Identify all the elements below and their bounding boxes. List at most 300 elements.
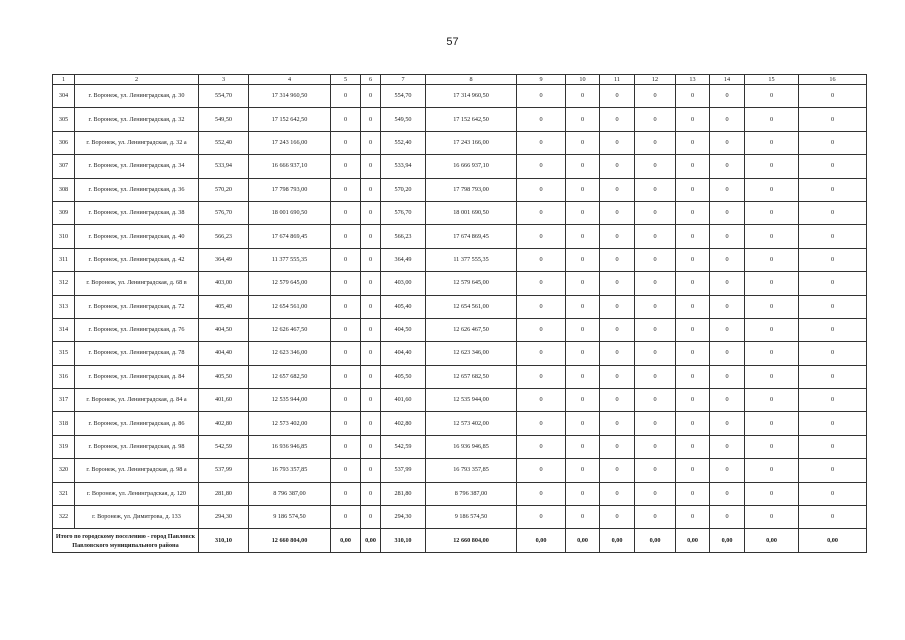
value-cell: 0 [635, 272, 676, 295]
value-cell: 0 [635, 365, 676, 388]
value-cell: 0 [517, 342, 566, 365]
value-cell: 0 [710, 342, 745, 365]
value-cell: 533,94 [381, 155, 426, 178]
row-number-cell: 316 [53, 365, 75, 388]
table-row [53, 318, 867, 341]
value-cell: 0 [361, 155, 381, 178]
value-cell: 0 [331, 108, 361, 131]
table-row [53, 482, 867, 505]
value-cell: 0 [517, 435, 566, 458]
column-header: 14 [710, 75, 745, 85]
value-cell: 570,20 [199, 178, 249, 201]
value-cell: 0 [676, 272, 710, 295]
value-cell: 542,59 [199, 435, 249, 458]
value-cell: 0 [799, 342, 867, 365]
value-cell: 0 [600, 178, 635, 201]
value-cell: 0 [799, 389, 867, 412]
value-cell: 542,59 [381, 435, 426, 458]
value-cell: 0 [799, 435, 867, 458]
value-cell: 0 [517, 85, 566, 108]
value-cell: 0 [799, 155, 867, 178]
total-cell: 12 660 804,00 [249, 529, 331, 552]
value-cell: 405,50 [199, 365, 249, 388]
value-cell: 0 [676, 459, 710, 482]
value-cell: 576,70 [199, 201, 249, 224]
row-number-cell: 305 [53, 108, 75, 131]
column-header: 5 [331, 75, 361, 85]
value-cell: 549,50 [199, 108, 249, 131]
table-row [53, 178, 867, 201]
value-cell: 0 [600, 108, 635, 131]
value-cell: 0 [745, 482, 799, 505]
value-cell: 0 [676, 225, 710, 248]
address-cell: г. Воронеж, ул. Ленинградская, д. 120 [75, 482, 199, 505]
value-cell: 0 [710, 85, 745, 108]
total-cell: 310,10 [381, 529, 426, 552]
value-cell: 0 [676, 85, 710, 108]
value-cell: 552,40 [381, 131, 426, 154]
value-cell: 294,30 [381, 506, 426, 529]
value-cell: 0 [331, 295, 361, 318]
value-cell: 570,20 [381, 178, 426, 201]
row-number-cell: 308 [53, 178, 75, 201]
value-cell: 0 [710, 482, 745, 505]
housing-registry-table [52, 74, 867, 553]
value-cell: 403,00 [199, 272, 249, 295]
value-cell: 0 [566, 248, 600, 271]
value-cell: 0 [517, 365, 566, 388]
table-row [53, 435, 867, 458]
row-number-cell: 322 [53, 506, 75, 529]
value-cell: 0 [566, 85, 600, 108]
value-cell: 0 [710, 435, 745, 458]
value-cell: 0 [710, 155, 745, 178]
value-cell: 0 [517, 201, 566, 224]
value-cell: 566,23 [199, 225, 249, 248]
value-cell: 0 [517, 389, 566, 412]
row-number-cell: 317 [53, 389, 75, 412]
total-cell: 0,00 [799, 529, 867, 552]
value-cell: 16 936 946,85 [426, 435, 517, 458]
value-cell: 8 796 387,00 [426, 482, 517, 505]
value-cell: 0 [566, 365, 600, 388]
value-cell: 0 [635, 435, 676, 458]
value-cell: 17 243 166,00 [426, 131, 517, 154]
value-cell: 0 [566, 506, 600, 529]
total-label: Итого по городскому поселению - город Павловск Павловского муниципального района [53, 529, 199, 552]
address-cell: г. Воронеж, ул. Ленинградская, д. 72 [75, 295, 199, 318]
value-cell: 11 377 555,35 [426, 248, 517, 271]
value-cell: 0 [676, 295, 710, 318]
value-cell: 0 [517, 412, 566, 435]
value-cell: 17 243 166,00 [249, 131, 331, 154]
value-cell: 404,50 [199, 318, 249, 341]
table-row [53, 108, 867, 131]
value-cell: 0 [710, 131, 745, 154]
row-number-cell: 319 [53, 435, 75, 458]
value-cell: 0 [600, 225, 635, 248]
address-cell: г. Воронеж, ул. Ленинградская, д. 42 [75, 248, 199, 271]
value-cell: 0 [517, 155, 566, 178]
value-cell: 0 [745, 459, 799, 482]
total-cell: 0,00 [676, 529, 710, 552]
value-cell: 17 152 642,50 [249, 108, 331, 131]
value-cell: 0 [361, 459, 381, 482]
value-cell: 0 [566, 389, 600, 412]
value-cell: 0 [710, 295, 745, 318]
address-cell: г. Воронеж, ул. Ленинградская, д. 34 [75, 155, 199, 178]
value-cell: 12 535 944,00 [249, 389, 331, 412]
column-header: 10 [566, 75, 600, 85]
value-cell: 0 [745, 155, 799, 178]
table-row [53, 389, 867, 412]
value-cell: 0 [799, 318, 867, 341]
column-header: 4 [249, 75, 331, 85]
value-cell: 401,60 [381, 389, 426, 412]
value-cell: 0 [745, 318, 799, 341]
value-cell: 17 152 642,50 [426, 108, 517, 131]
address-cell: г. Воронеж, ул. Ленинградская, д. 86 [75, 412, 199, 435]
value-cell: 552,40 [199, 131, 249, 154]
value-cell: 0 [710, 506, 745, 529]
value-cell: 0 [517, 482, 566, 505]
value-cell: 0 [799, 482, 867, 505]
value-cell: 12 623 346,00 [426, 342, 517, 365]
value-cell: 0 [566, 108, 600, 131]
value-cell: 405,40 [199, 295, 249, 318]
value-cell: 0 [745, 506, 799, 529]
value-cell: 11 377 555,35 [249, 248, 331, 271]
value-cell: 0 [710, 108, 745, 131]
value-cell: 12 657 682,50 [249, 365, 331, 388]
value-cell: 402,80 [199, 412, 249, 435]
table-row [53, 295, 867, 318]
row-number-cell: 314 [53, 318, 75, 341]
total-cell: 0,00 [566, 529, 600, 552]
value-cell: 401,60 [199, 389, 249, 412]
value-cell: 0 [600, 459, 635, 482]
address-cell: г. Воронеж, ул. Ленинградская, д. 76 [75, 318, 199, 341]
column-header: 9 [517, 75, 566, 85]
value-cell: 0 [745, 85, 799, 108]
value-cell: 12 654 561,00 [249, 295, 331, 318]
value-cell: 0 [331, 389, 361, 412]
table-row [53, 131, 867, 154]
value-cell: 0 [745, 412, 799, 435]
value-cell: 0 [635, 131, 676, 154]
column-header: 16 [799, 75, 867, 85]
total-cell: 0,00 [331, 529, 361, 552]
value-cell: 0 [710, 201, 745, 224]
column-header: 2 [75, 75, 199, 85]
column-header: 15 [745, 75, 799, 85]
column-number-header-row [53, 75, 867, 85]
value-cell: 16 666 937,10 [249, 155, 331, 178]
value-cell: 0 [600, 131, 635, 154]
value-cell: 364,49 [199, 248, 249, 271]
value-cell: 0 [710, 365, 745, 388]
value-cell: 12 654 561,00 [426, 295, 517, 318]
value-cell: 405,50 [381, 365, 426, 388]
value-cell: 0 [799, 108, 867, 131]
value-cell: 12 657 682,50 [426, 365, 517, 388]
value-cell: 0 [799, 459, 867, 482]
row-number-cell: 307 [53, 155, 75, 178]
total-cell: 0,00 [710, 529, 745, 552]
column-header: 1 [53, 75, 75, 85]
address-cell: г. Воронеж, ул. Ленинградская, д. 78 [75, 342, 199, 365]
value-cell: 0 [676, 412, 710, 435]
table-row [53, 506, 867, 529]
value-cell: 0 [361, 108, 381, 131]
value-cell: 404,50 [381, 318, 426, 341]
table-row [53, 225, 867, 248]
value-cell: 0 [635, 412, 676, 435]
value-cell: 0 [745, 225, 799, 248]
column-header: 8 [426, 75, 517, 85]
value-cell: 0 [600, 482, 635, 505]
value-cell: 9 186 574,50 [249, 506, 331, 529]
value-cell: 0 [635, 225, 676, 248]
value-cell: 12 573 402,00 [249, 412, 331, 435]
value-cell: 0 [799, 412, 867, 435]
value-cell: 0 [676, 365, 710, 388]
value-cell: 0 [566, 201, 600, 224]
table-row [53, 201, 867, 224]
value-cell: 16 793 357,85 [426, 459, 517, 482]
total-cell: 0,00 [635, 529, 676, 552]
address-cell: г. Воронеж, ул. Ленинградская, д. 98 а [75, 459, 199, 482]
value-cell: 0 [517, 248, 566, 271]
value-cell: 0 [799, 365, 867, 388]
row-number-cell: 318 [53, 412, 75, 435]
value-cell: 0 [361, 85, 381, 108]
table-row [53, 342, 867, 365]
address-cell: г. Воронеж, ул. Ленинградская, д. 32 а [75, 131, 199, 154]
value-cell: 0 [635, 108, 676, 131]
value-cell: 0 [676, 506, 710, 529]
value-cell: 0 [566, 482, 600, 505]
row-number-cell: 309 [53, 201, 75, 224]
value-cell: 0 [517, 178, 566, 201]
row-number-cell: 306 [53, 131, 75, 154]
value-cell: 0 [600, 155, 635, 178]
value-cell: 0 [566, 272, 600, 295]
value-cell: 0 [600, 318, 635, 341]
value-cell: 0 [710, 412, 745, 435]
value-cell: 0 [635, 295, 676, 318]
value-cell: 0 [566, 155, 600, 178]
value-cell: 0 [331, 201, 361, 224]
value-cell: 0 [635, 201, 676, 224]
value-cell: 0 [635, 389, 676, 412]
value-cell: 0 [361, 131, 381, 154]
row-number-cell: 311 [53, 248, 75, 271]
value-cell: 12 573 402,00 [426, 412, 517, 435]
row-number-cell: 315 [53, 342, 75, 365]
address-cell: г. Воронеж, ул. Димитрова, д. 133 [75, 506, 199, 529]
value-cell: 0 [331, 85, 361, 108]
value-cell: 0 [676, 178, 710, 201]
value-cell: 0 [600, 435, 635, 458]
value-cell: 281,80 [199, 482, 249, 505]
column-header: 7 [381, 75, 426, 85]
value-cell: 576,70 [381, 201, 426, 224]
table-row [53, 412, 867, 435]
value-cell: 0 [331, 435, 361, 458]
column-header: 11 [600, 75, 635, 85]
table-row [53, 459, 867, 482]
value-cell: 404,40 [199, 342, 249, 365]
value-cell: 17 314 960,50 [426, 85, 517, 108]
value-cell: 0 [799, 248, 867, 271]
value-cell: 9 186 574,50 [426, 506, 517, 529]
value-cell: 0 [745, 295, 799, 318]
value-cell: 0 [710, 318, 745, 341]
value-cell: 0 [745, 435, 799, 458]
address-cell: г. Воронеж, ул. Ленинградская, д. 84 а [75, 389, 199, 412]
value-cell: 0 [600, 342, 635, 365]
value-cell: 0 [566, 342, 600, 365]
value-cell: 0 [331, 272, 361, 295]
value-cell: 537,99 [199, 459, 249, 482]
total-row [53, 529, 867, 552]
value-cell: 0 [676, 155, 710, 178]
value-cell: 533,94 [199, 155, 249, 178]
value-cell: 8 796 387,00 [249, 482, 331, 505]
value-cell: 0 [331, 342, 361, 365]
value-cell: 0 [517, 131, 566, 154]
value-cell: 537,99 [381, 459, 426, 482]
value-cell: 0 [361, 506, 381, 529]
value-cell: 0 [600, 412, 635, 435]
column-header: 6 [361, 75, 381, 85]
value-cell: 0 [331, 412, 361, 435]
value-cell: 402,80 [381, 412, 426, 435]
table-row [53, 365, 867, 388]
value-cell: 0 [361, 178, 381, 201]
value-cell: 16 666 937,10 [426, 155, 517, 178]
value-cell: 0 [635, 342, 676, 365]
total-cell: 0,00 [361, 529, 381, 552]
value-cell: 0 [517, 225, 566, 248]
row-number-cell: 304 [53, 85, 75, 108]
value-cell: 0 [745, 108, 799, 131]
value-cell: 0 [361, 365, 381, 388]
table-row [53, 248, 867, 271]
value-cell: 0 [331, 365, 361, 388]
value-cell: 0 [635, 155, 676, 178]
value-cell: 405,40 [381, 295, 426, 318]
value-cell: 0 [331, 155, 361, 178]
total-cell: 0,00 [517, 529, 566, 552]
value-cell: 0 [361, 295, 381, 318]
value-cell: 0 [361, 389, 381, 412]
value-cell: 0 [799, 506, 867, 529]
value-cell: 0 [361, 248, 381, 271]
value-cell: 18 001 690,50 [249, 201, 331, 224]
address-cell: г. Воронеж, ул. Ленинградская, д. 32 [75, 108, 199, 131]
value-cell: 403,00 [381, 272, 426, 295]
address-cell: г. Воронеж, ул. Ленинградская, д. 36 [75, 178, 199, 201]
value-cell: 0 [745, 272, 799, 295]
row-number-cell: 313 [53, 295, 75, 318]
value-cell: 12 626 467,50 [426, 318, 517, 341]
value-cell: 0 [361, 318, 381, 341]
value-cell: 0 [566, 295, 600, 318]
value-cell: 0 [331, 131, 361, 154]
value-cell: 0 [799, 225, 867, 248]
total-cell: 12 660 804,00 [426, 529, 517, 552]
column-header: 3 [199, 75, 249, 85]
table-body [53, 85, 867, 529]
value-cell: 0 [676, 482, 710, 505]
value-cell: 0 [361, 435, 381, 458]
value-cell: 0 [331, 248, 361, 271]
value-cell: 0 [566, 459, 600, 482]
value-cell: 0 [331, 482, 361, 505]
value-cell: 0 [635, 178, 676, 201]
value-cell: 554,70 [199, 85, 249, 108]
value-cell: 0 [635, 459, 676, 482]
address-cell: г. Воронеж, ул. Ленинградская, д. 98 [75, 435, 199, 458]
value-cell: 0 [635, 482, 676, 505]
value-cell: 0 [799, 295, 867, 318]
value-cell: 0 [600, 272, 635, 295]
value-cell: 0 [600, 85, 635, 108]
value-cell: 0 [517, 108, 566, 131]
value-cell: 0 [566, 318, 600, 341]
address-cell: г. Воронеж, ул. Ленинградская, д. 68 в [75, 272, 199, 295]
value-cell: 17 798 793,00 [249, 178, 331, 201]
table-row [53, 85, 867, 108]
value-cell: 0 [566, 225, 600, 248]
value-cell: 0 [361, 201, 381, 224]
value-cell: 0 [566, 412, 600, 435]
address-cell: г. Воронеж, ул. Ленинградская, д. 38 [75, 201, 199, 224]
column-header: 12 [635, 75, 676, 85]
value-cell: 17 798 793,00 [426, 178, 517, 201]
value-cell: 0 [676, 342, 710, 365]
value-cell: 0 [635, 318, 676, 341]
value-cell: 0 [361, 225, 381, 248]
value-cell: 0 [517, 272, 566, 295]
address-cell: г. Воронеж, ул. Ленинградская, д. 40 [75, 225, 199, 248]
value-cell: 0 [566, 131, 600, 154]
value-cell: 0 [331, 225, 361, 248]
address-cell: г. Воронеж, ул. Ленинградская, д. 30 [75, 85, 199, 108]
row-number-cell: 320 [53, 459, 75, 482]
value-cell: 294,30 [199, 506, 249, 529]
column-header: 13 [676, 75, 710, 85]
value-cell: 0 [600, 201, 635, 224]
value-cell: 0 [710, 389, 745, 412]
value-cell: 0 [745, 342, 799, 365]
value-cell: 0 [635, 248, 676, 271]
value-cell: 0 [745, 178, 799, 201]
value-cell: 0 [710, 272, 745, 295]
value-cell: 0 [361, 342, 381, 365]
value-cell: 0 [600, 365, 635, 388]
value-cell: 0 [799, 131, 867, 154]
value-cell: 0 [676, 318, 710, 341]
row-number-cell: 312 [53, 272, 75, 295]
value-cell: 0 [710, 225, 745, 248]
value-cell: 0 [745, 365, 799, 388]
value-cell: 0 [361, 272, 381, 295]
value-cell: 281,80 [381, 482, 426, 505]
value-cell: 16 936 946,85 [249, 435, 331, 458]
